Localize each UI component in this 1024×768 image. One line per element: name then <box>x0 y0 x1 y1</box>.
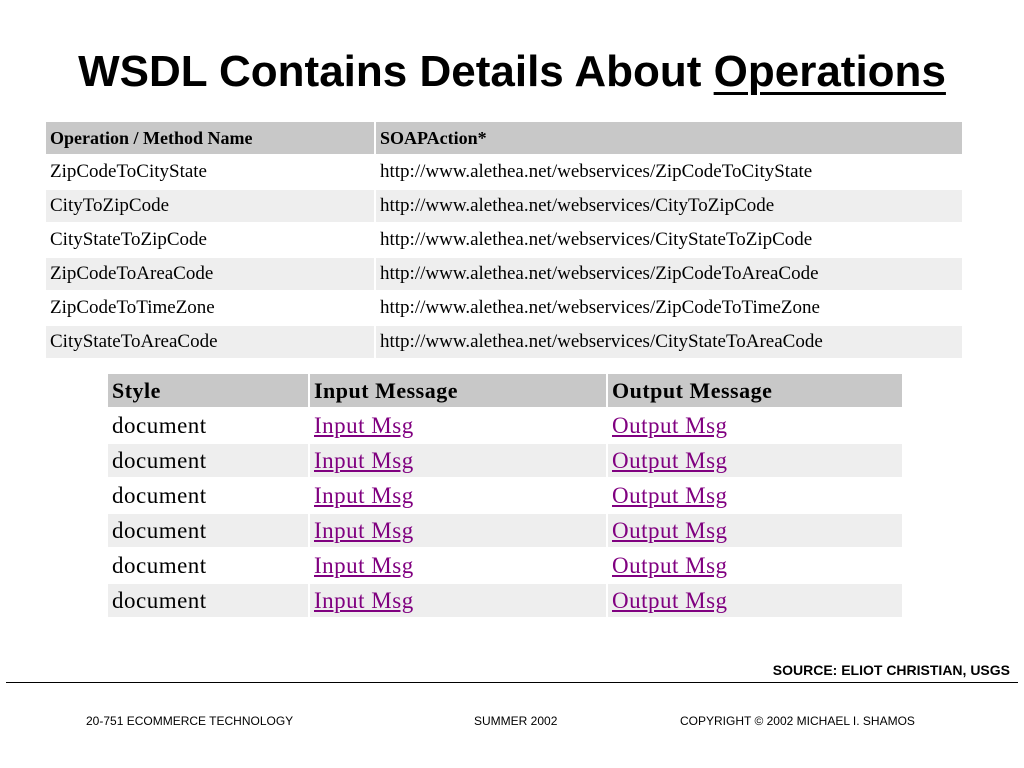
message-row <box>108 444 902 477</box>
operation-name: ZipCodeToTimeZone <box>50 297 215 318</box>
message-row <box>108 514 902 547</box>
footer-copyright: COPYRIGHT © 2002 MICHAEL I. SHAMOS <box>680 714 915 728</box>
output-msg-link[interactable]: Output Msg <box>612 482 728 508</box>
output-msg-link[interactable]: Output Msg <box>612 552 728 578</box>
style-cell: document <box>108 584 308 617</box>
message-row <box>108 479 902 512</box>
operation-row <box>46 292 962 324</box>
message-row <box>108 549 902 582</box>
style-header: Style <box>108 374 308 407</box>
soap-action: http://www.alethea.net/webservices/ZipCodeToCityState <box>380 161 813 182</box>
operation-row <box>46 156 962 188</box>
message-row <box>108 409 902 442</box>
output-msg-link[interactable]: Output Msg <box>612 587 728 613</box>
soap-action: http://www.alethea.net/webservices/ZipCodeToTimeZone <box>380 297 820 318</box>
soap-action-header: SOAPAction* <box>376 122 962 154</box>
title-underlined-word: Operations <box>713 47 946 96</box>
slide-title <box>0 44 1024 100</box>
messages-header-row <box>108 374 902 407</box>
output-msg-link[interactable]: Output Msg <box>612 412 728 438</box>
operation-row <box>46 258 962 290</box>
input-msg-link[interactable]: Input Msg <box>314 412 414 438</box>
messages-table <box>106 372 904 619</box>
message-row <box>108 584 902 617</box>
source-credit: SOURCE: ELIOT CHRISTIAN, USGS <box>772 662 1010 678</box>
operation-row <box>46 190 962 222</box>
operation-name-header: Operation / Method Name <box>46 122 374 154</box>
soap-action: http://www.alethea.net/webservices/ZipCodeToAreaCode <box>376 258 962 290</box>
input-msg-link[interactable]: Input Msg <box>314 517 414 543</box>
operation-name: CityStateToAreaCode <box>46 326 374 358</box>
footer-course: 20-751 ECOMMERCE TECHNOLOGY <box>86 714 294 728</box>
input-message-header: Input Message <box>310 374 606 407</box>
operation-name: ZipCodeToCityState <box>50 161 207 182</box>
style-cell: document <box>112 552 207 578</box>
operation-name: CityToZipCode <box>46 190 374 222</box>
input-msg-link[interactable]: Input Msg <box>314 552 414 578</box>
style-cell: document <box>108 444 308 477</box>
soap-action: http://www.alethea.net/webservices/CityToZipCode <box>376 190 962 222</box>
output-msg-link[interactable]: Output Msg <box>612 517 728 543</box>
operation-row <box>46 224 962 256</box>
input-msg-link[interactable]: Input Msg <box>314 482 414 508</box>
operation-name: CityStateToZipCode <box>50 229 207 250</box>
style-cell: document <box>112 412 207 438</box>
style-cell: document <box>108 514 308 547</box>
soap-action: http://www.alethea.net/webservices/CityStateToAreaCode <box>376 326 962 358</box>
output-message-header: Output Message <box>608 374 902 407</box>
operations-table <box>44 120 964 360</box>
output-msg-link[interactable]: Output Msg <box>612 447 728 473</box>
footer-divider <box>6 682 1018 683</box>
operation-name: ZipCodeToAreaCode <box>46 258 374 290</box>
style-cell: document <box>112 482 207 508</box>
input-msg-link[interactable]: Input Msg <box>314 587 414 613</box>
operations-header-row <box>46 122 962 154</box>
input-msg-link[interactable]: Input Msg <box>314 447 414 473</box>
soap-action: http://www.alethea.net/webservices/CityStateToZipCode <box>380 229 813 250</box>
operation-row <box>46 326 962 358</box>
title-prefix: WSDL Contains Details About <box>78 47 714 96</box>
footer-term: SUMMER 2002 <box>474 714 558 728</box>
